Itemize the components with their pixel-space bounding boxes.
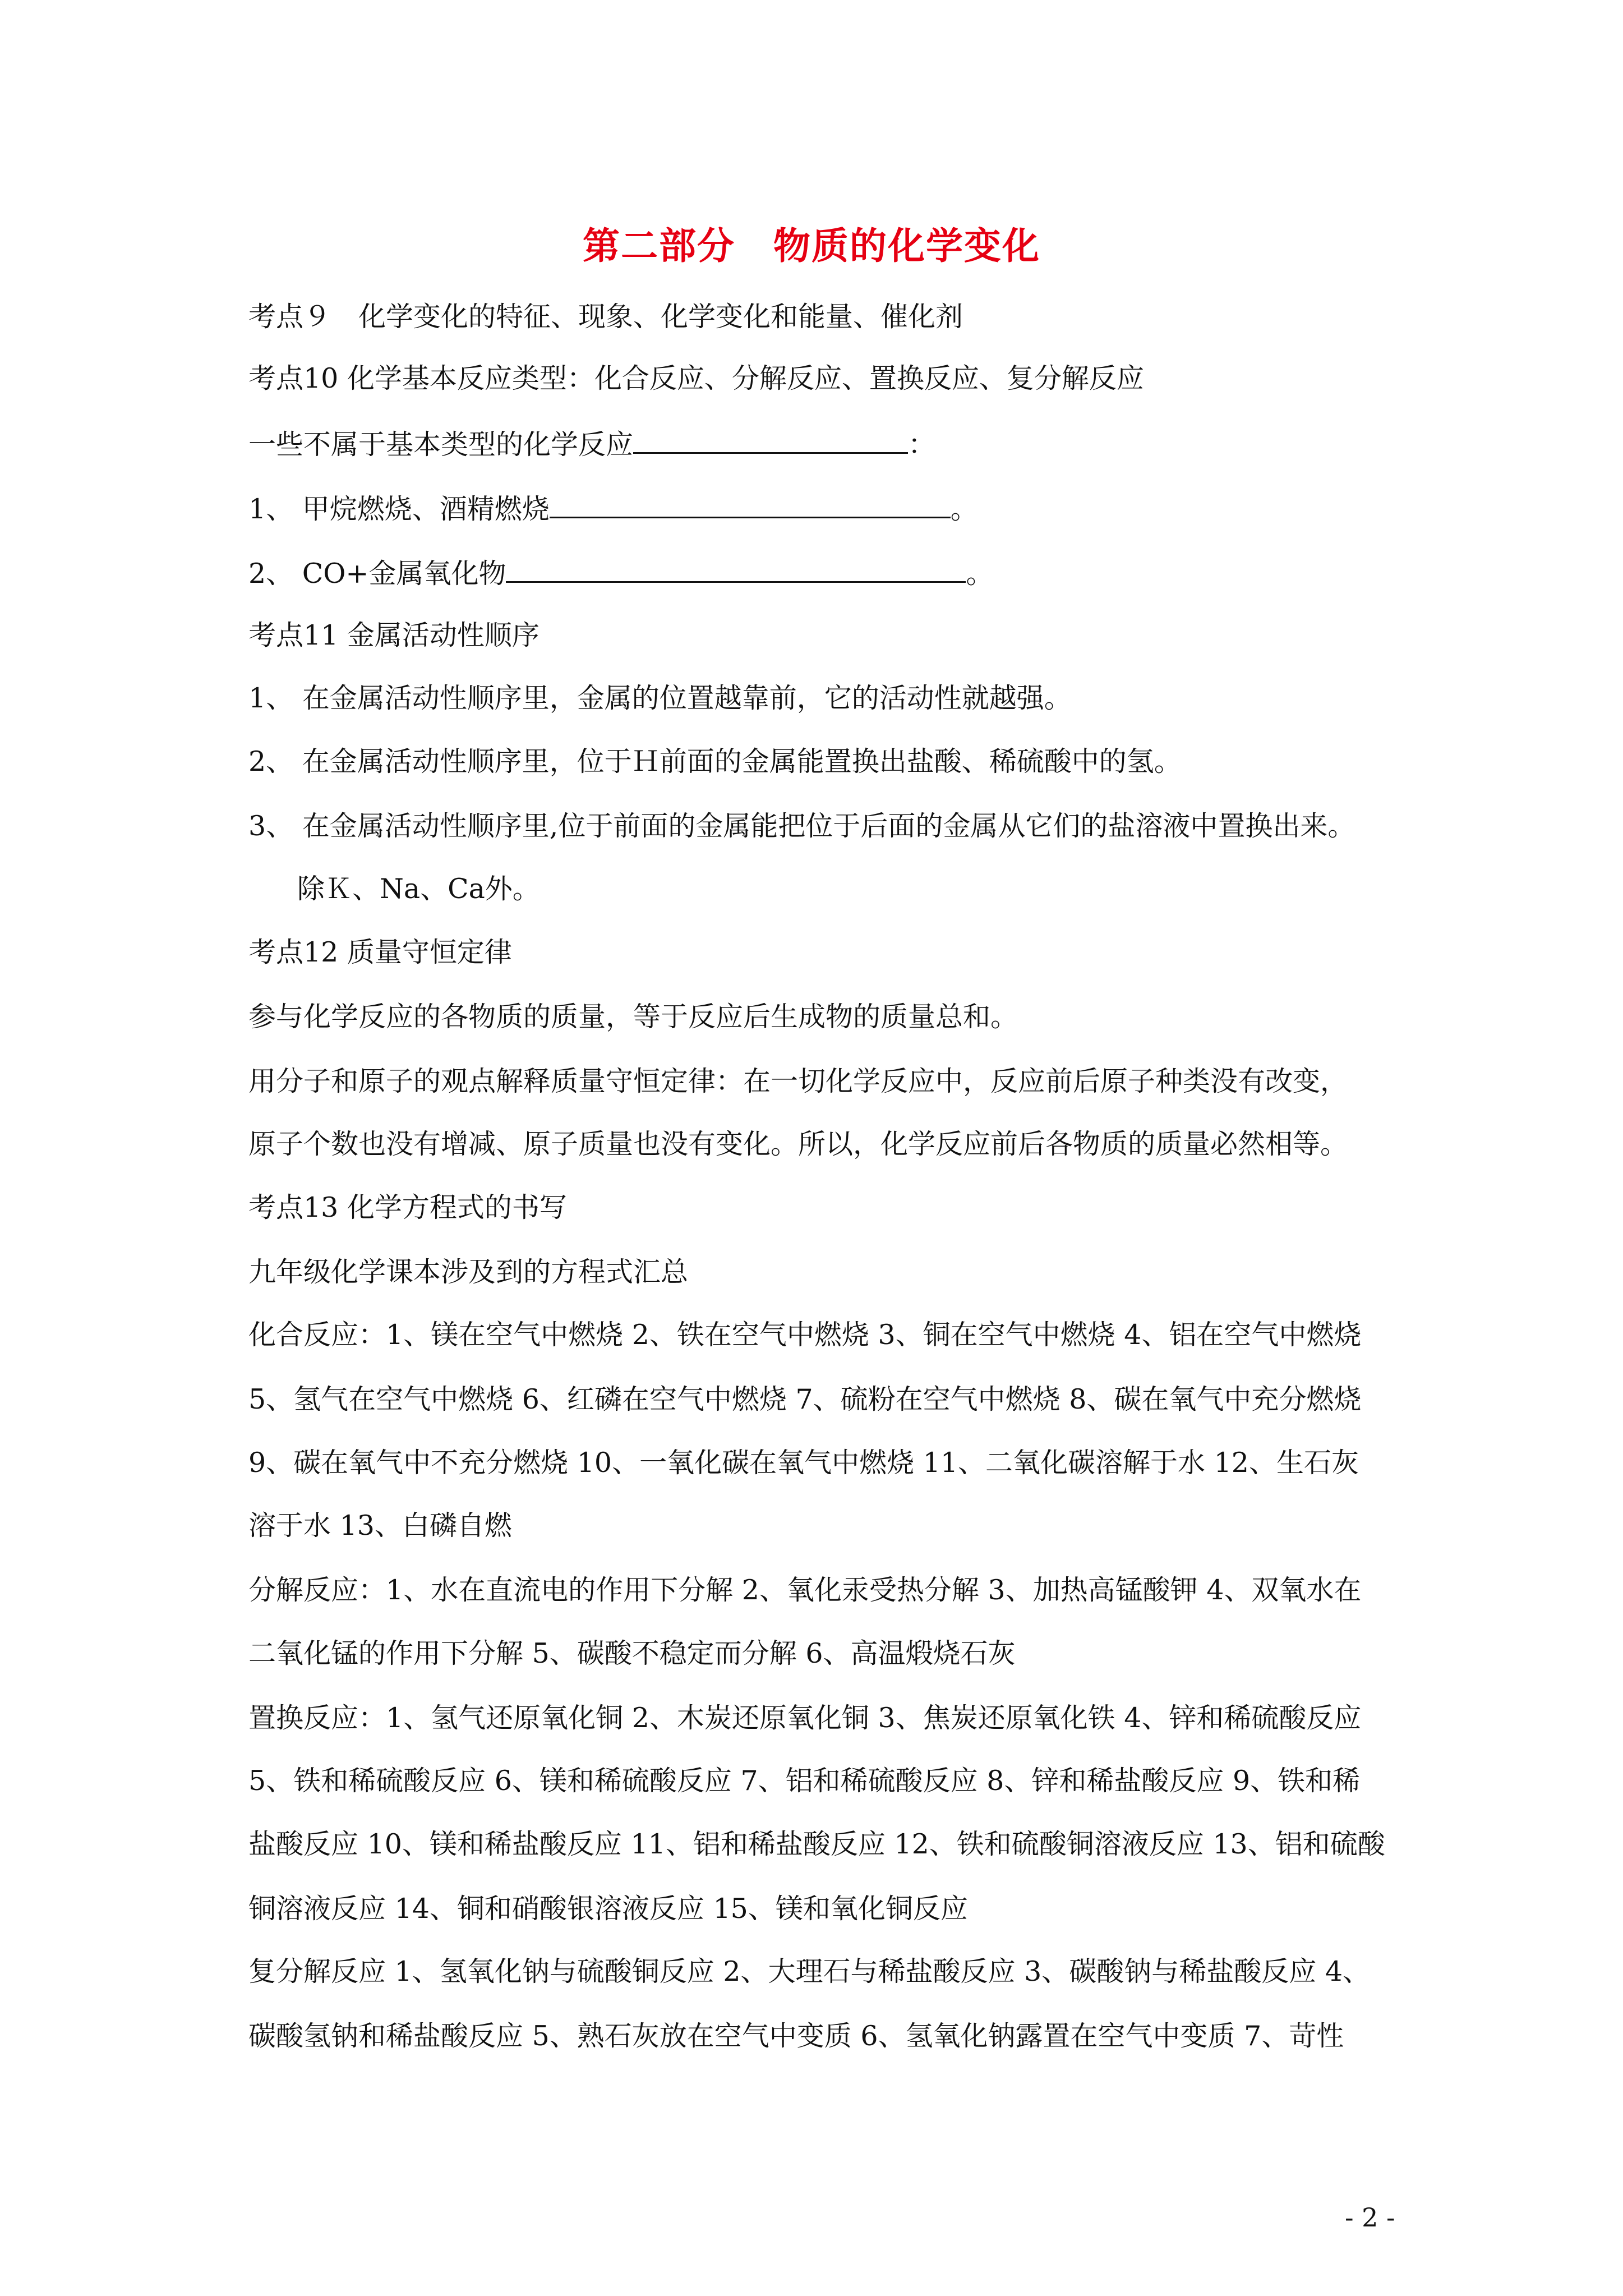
mass-conservation-definition (248, 1000, 1018, 1034)
combination-reactions-line-3 (248, 1446, 1359, 1480)
line-text: 原子个数也没有增减、原子质量也没有变化。所以，化学反应前后各物质的质量必然相等。 (248, 1128, 1348, 1160)
line-text: 一些不属于基本类型的化学反应 (248, 429, 634, 461)
decomposition-reactions-line-2 (248, 1637, 1016, 1671)
metal-rule-3-note (297, 872, 540, 906)
line-text: 复分解反应 1、氢氧化钠与硫酸铜反应 2、大理石与稀盐酸反应 3、碳酸钠与稀盐酸反应 4、 (248, 1955, 1371, 1987)
exam-point-12 (248, 936, 512, 969)
line-text: 3、 在金属活动性顺序里,位于前面的金属能把位于后面的金属从它们的盐溶液中置换出来。 (248, 810, 1355, 842)
line-text: 1、 甲烷燃烧、酒精燃烧 (248, 493, 550, 525)
metal-rule-1 (248, 682, 1072, 715)
line-text: 碳酸氢钠和稀盐酸反应 5、熟石灰放在空气中变质 6、氢氧化钠露置在空气中变质 7、苛性 (248, 2020, 1344, 2052)
other-reaction-2 (248, 555, 994, 591)
displacement-reactions-line-1 (248, 1701, 1361, 1735)
page-number: - 2 - (1345, 2202, 1395, 2233)
line-text: 5、铁和稀硫酸反应 6、镁和稀硫酸反应 7、铝和稀硫酸反应 8、锌和稀盐酸反应 9、铁和稀 (248, 1765, 1361, 1797)
line-text: 2、 在金属活动性顺序里，位于Ｈ前面的金属能置换出盐酸、稀硫酸中的氢。 (248, 746, 1182, 777)
displacement-reactions-line-2 (248, 1764, 1360, 1798)
combination-reactions-line-4 (248, 1509, 512, 1543)
other-reaction-1 (248, 491, 978, 526)
exam-point-10 (248, 362, 1144, 395)
line-text: 溶于水 13、白磷自燃 (248, 1510, 512, 1542)
double-displacement-reactions-line-1 (248, 1955, 1370, 1989)
line-text: 盐酸反应 10、镁和稀盐酸反应 11、铝和稀盐酸反应 12、铁和硫酸铜溶液反应 13、铝和硫酸 (248, 1828, 1385, 1860)
line-text: 考点10 化学基本反应类型：化合反应、分解反应、置换反应、复分解反应 (248, 362, 1144, 394)
line-text: 5、氢气在空气中燃烧 6、红磷在空气中燃烧 7、硫粉在空气中燃烧 8、碳在氧气中充分燃烧 (248, 1383, 1362, 1415)
fill-in-blank[interactable] (550, 491, 951, 518)
other-reactions-intro (248, 426, 935, 462)
line-text: 2、 CO+金属氧化物 (248, 558, 506, 590)
exam-point-11 (248, 619, 540, 652)
fill-in-blank[interactable] (633, 426, 908, 454)
line-text: 化合反应：1、镁在空气中燃烧 2、铁在空气中燃烧 3、铜在空气中燃烧 4、铝在空气中燃烧 (248, 1319, 1362, 1351)
line-text: 考点12 质量守恒定律 (248, 936, 512, 968)
metal-rule-3 (248, 809, 1355, 843)
metal-rule-2 (248, 745, 1182, 779)
line-text: 铜溶液反应 14、铜和硝酸银溶液反应 15、镁和氧化铜反应 (248, 1893, 968, 1925)
line-text: 置换反应：1、氢气还原氧化铜 2、木炭还原氧化铜 3、焦炭还原氧化铁 4、锌和稀硫酸反应 (248, 1702, 1362, 1734)
line-text: 考点９ 化学变化的特征、现象、化学变化和能量、催化剂 (248, 301, 963, 333)
line-text: 1、 在金属活动性顺序里，金属的位置越靠前，它的活动性就越强。 (248, 682, 1072, 714)
displacement-reactions-line-4 (248, 1892, 968, 1926)
line-suffix: 。 (966, 558, 994, 590)
decomposition-reactions-line-1 (248, 1573, 1361, 1607)
line-text: 参与化学反应的各物质的质量，等于反应后生成物的质量总和。 (248, 1001, 1018, 1033)
line-text: 二氧化锰的作用下分解 5、碳酸不稳定而分解 6、高温煅烧石灰 (248, 1637, 1016, 1669)
line-text: 九年级化学课本涉及到的方程式汇总 (248, 1256, 689, 1288)
mass-conservation-explanation-2 (248, 1128, 1348, 1161)
exam-point-9 (248, 300, 963, 334)
fill-in-blank[interactable] (506, 555, 966, 583)
line-suffix: ： (908, 429, 936, 461)
line-text: 分解反应：1、水在直流电的作用下分解 2、氧化汞受热分解 3、加热高锰酸钾 4、双氧水在 (248, 1574, 1362, 1606)
line-suffix: 。 (950, 493, 978, 525)
line-text: 9、碳在氧气中不充分燃烧 10、一氧化碳在氧气中燃烧 11、二氧化碳溶解于水 12、生石灰 (248, 1447, 1359, 1479)
combination-reactions-line-1 (248, 1318, 1361, 1352)
combination-reactions-line-2 (248, 1383, 1361, 1416)
line-text: 考点11 金属活动性顺序 (248, 619, 540, 651)
double-displacement-reactions-line-2 (248, 2019, 1344, 2053)
mass-conservation-explanation-1 (248, 1065, 1348, 1098)
line-text: 用分子和原子的观点解释质量守恒定律：在一切化学反应中，反应前后原子种类没有改变， (248, 1065, 1348, 1097)
line-text: 除Ｋ、Na、Ca外。 (297, 873, 540, 905)
equation-summary-heading (248, 1255, 688, 1289)
page-title: 第二部分 物质的化学变化 (583, 224, 1040, 268)
line-text: 考点13 化学方程式的书写 (248, 1191, 567, 1223)
exam-point-13 (248, 1191, 567, 1225)
displacement-reactions-line-3 (248, 1828, 1385, 1861)
